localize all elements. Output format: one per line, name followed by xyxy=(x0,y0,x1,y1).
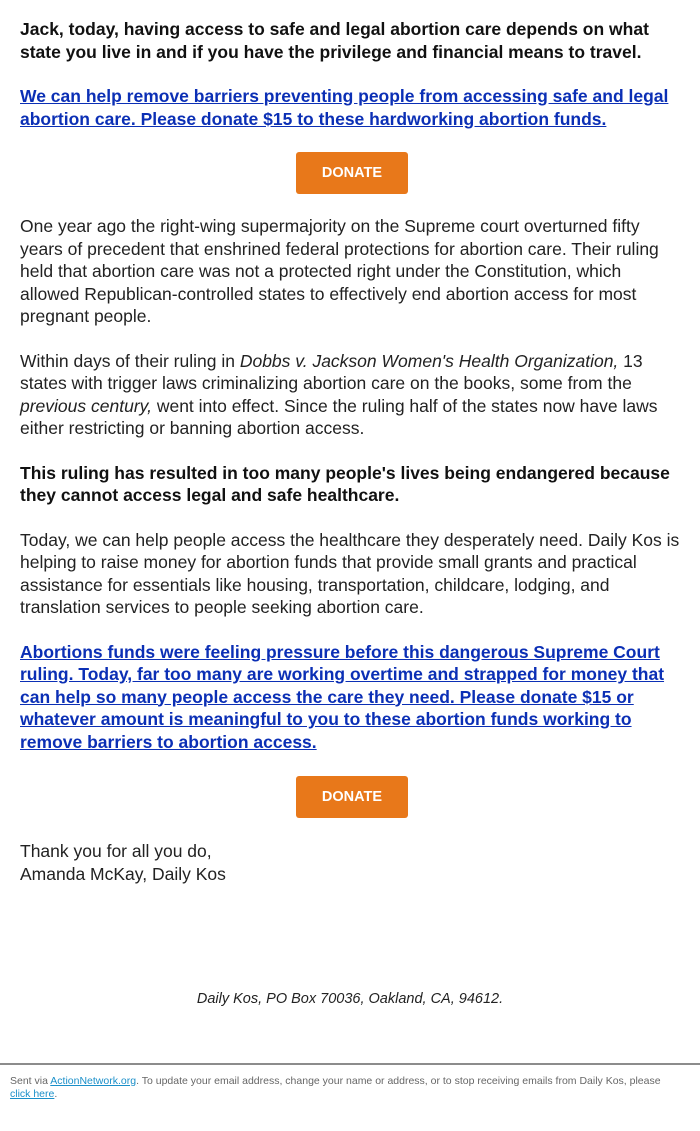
footer-divider xyxy=(0,1063,700,1065)
donate-button[interactable]: DONATE xyxy=(296,776,408,818)
dobbs-previous-century: previous century, xyxy=(20,395,152,416)
abortion-funds-donate-link[interactable]: Abortions funds were feeling pressure before this dangerous Supreme Court ruling. Today, far too many are working overtime and strapped for money that can help so many people access the care they need. Please donate $15 or whatever amount is meaningful to you to these abortion funds working to remove barriers to abortion access. xyxy=(20,641,665,752)
footer-end: . xyxy=(54,1088,58,1100)
action-network-link[interactable]: ActionNetwork.org xyxy=(50,1075,137,1087)
email-body xyxy=(20,18,684,885)
click-here-link[interactable]: click here xyxy=(10,1088,55,1100)
mailing-address: Daily Kos, PO Box 70036, Oakland, CA, 94612. xyxy=(196,991,504,1007)
donate-button-wrap-1 xyxy=(20,152,684,194)
paragraph-endangered: This ruling has resulted in too many people's lives being endangered because they cannot access legal and safe healthcare. xyxy=(20,462,670,505)
signoff xyxy=(20,840,684,885)
donate-button[interactable]: DONATE xyxy=(296,152,408,194)
dobbs-text-3: went into effect. Since the ruling half of the states now have laws either restricting or banning abortion access. xyxy=(20,395,658,438)
dobbs-text-1: Within days of their ruling in xyxy=(20,350,240,371)
paragraph-dobbs xyxy=(20,350,684,440)
dobbs-text-2: 13 states with trigger laws criminalizing abortion care on the books, some from the xyxy=(20,350,643,393)
paragraph-today: Today, we can help people access the healthcare they desperately need. Daily Kos is helping to raise money for abortion funds that provide small grants and practical assistance for essentials like housing, transportation, childcare, lodging, and translation services to people seeking abortion care. xyxy=(20,529,680,617)
signoff-thanks: Thank you for all you do, xyxy=(20,841,212,861)
footer-unsubscribe-text: . To update your email address, change your name or address, or to stop receiving emails from Daily Kos, please xyxy=(136,1075,661,1087)
donate-button-wrap-2 xyxy=(20,776,684,818)
paragraph-overturned: One year ago the right-wing supermajority on the Supreme court overturned fifty years of precedent that enshrined federal protections for abortion care. Their ruling held that abortion care was not a protected right under the Constitution, which allowed Republican-controlled states to effectively end abortion access for most pregnant people. xyxy=(20,216,659,326)
intro-donate-link[interactable]: We can help remove barriers preventing people from accessing safe and legal abortion care. Please donate $15 to these hardworking abortion funds. xyxy=(20,86,669,129)
intro-heading: Jack, today, having access to safe and legal abortion care depends on what state you live in and if you have the privilege and financial means to travel. xyxy=(20,19,649,62)
footer-sent-via: Sent via xyxy=(10,1075,51,1087)
dobbs-case-name: Dobbs v. Jackson Women's Health Organization, xyxy=(239,350,619,371)
email-footer xyxy=(10,1075,680,1101)
signoff-signature: Amanda McKay, Daily Kos xyxy=(20,863,226,884)
